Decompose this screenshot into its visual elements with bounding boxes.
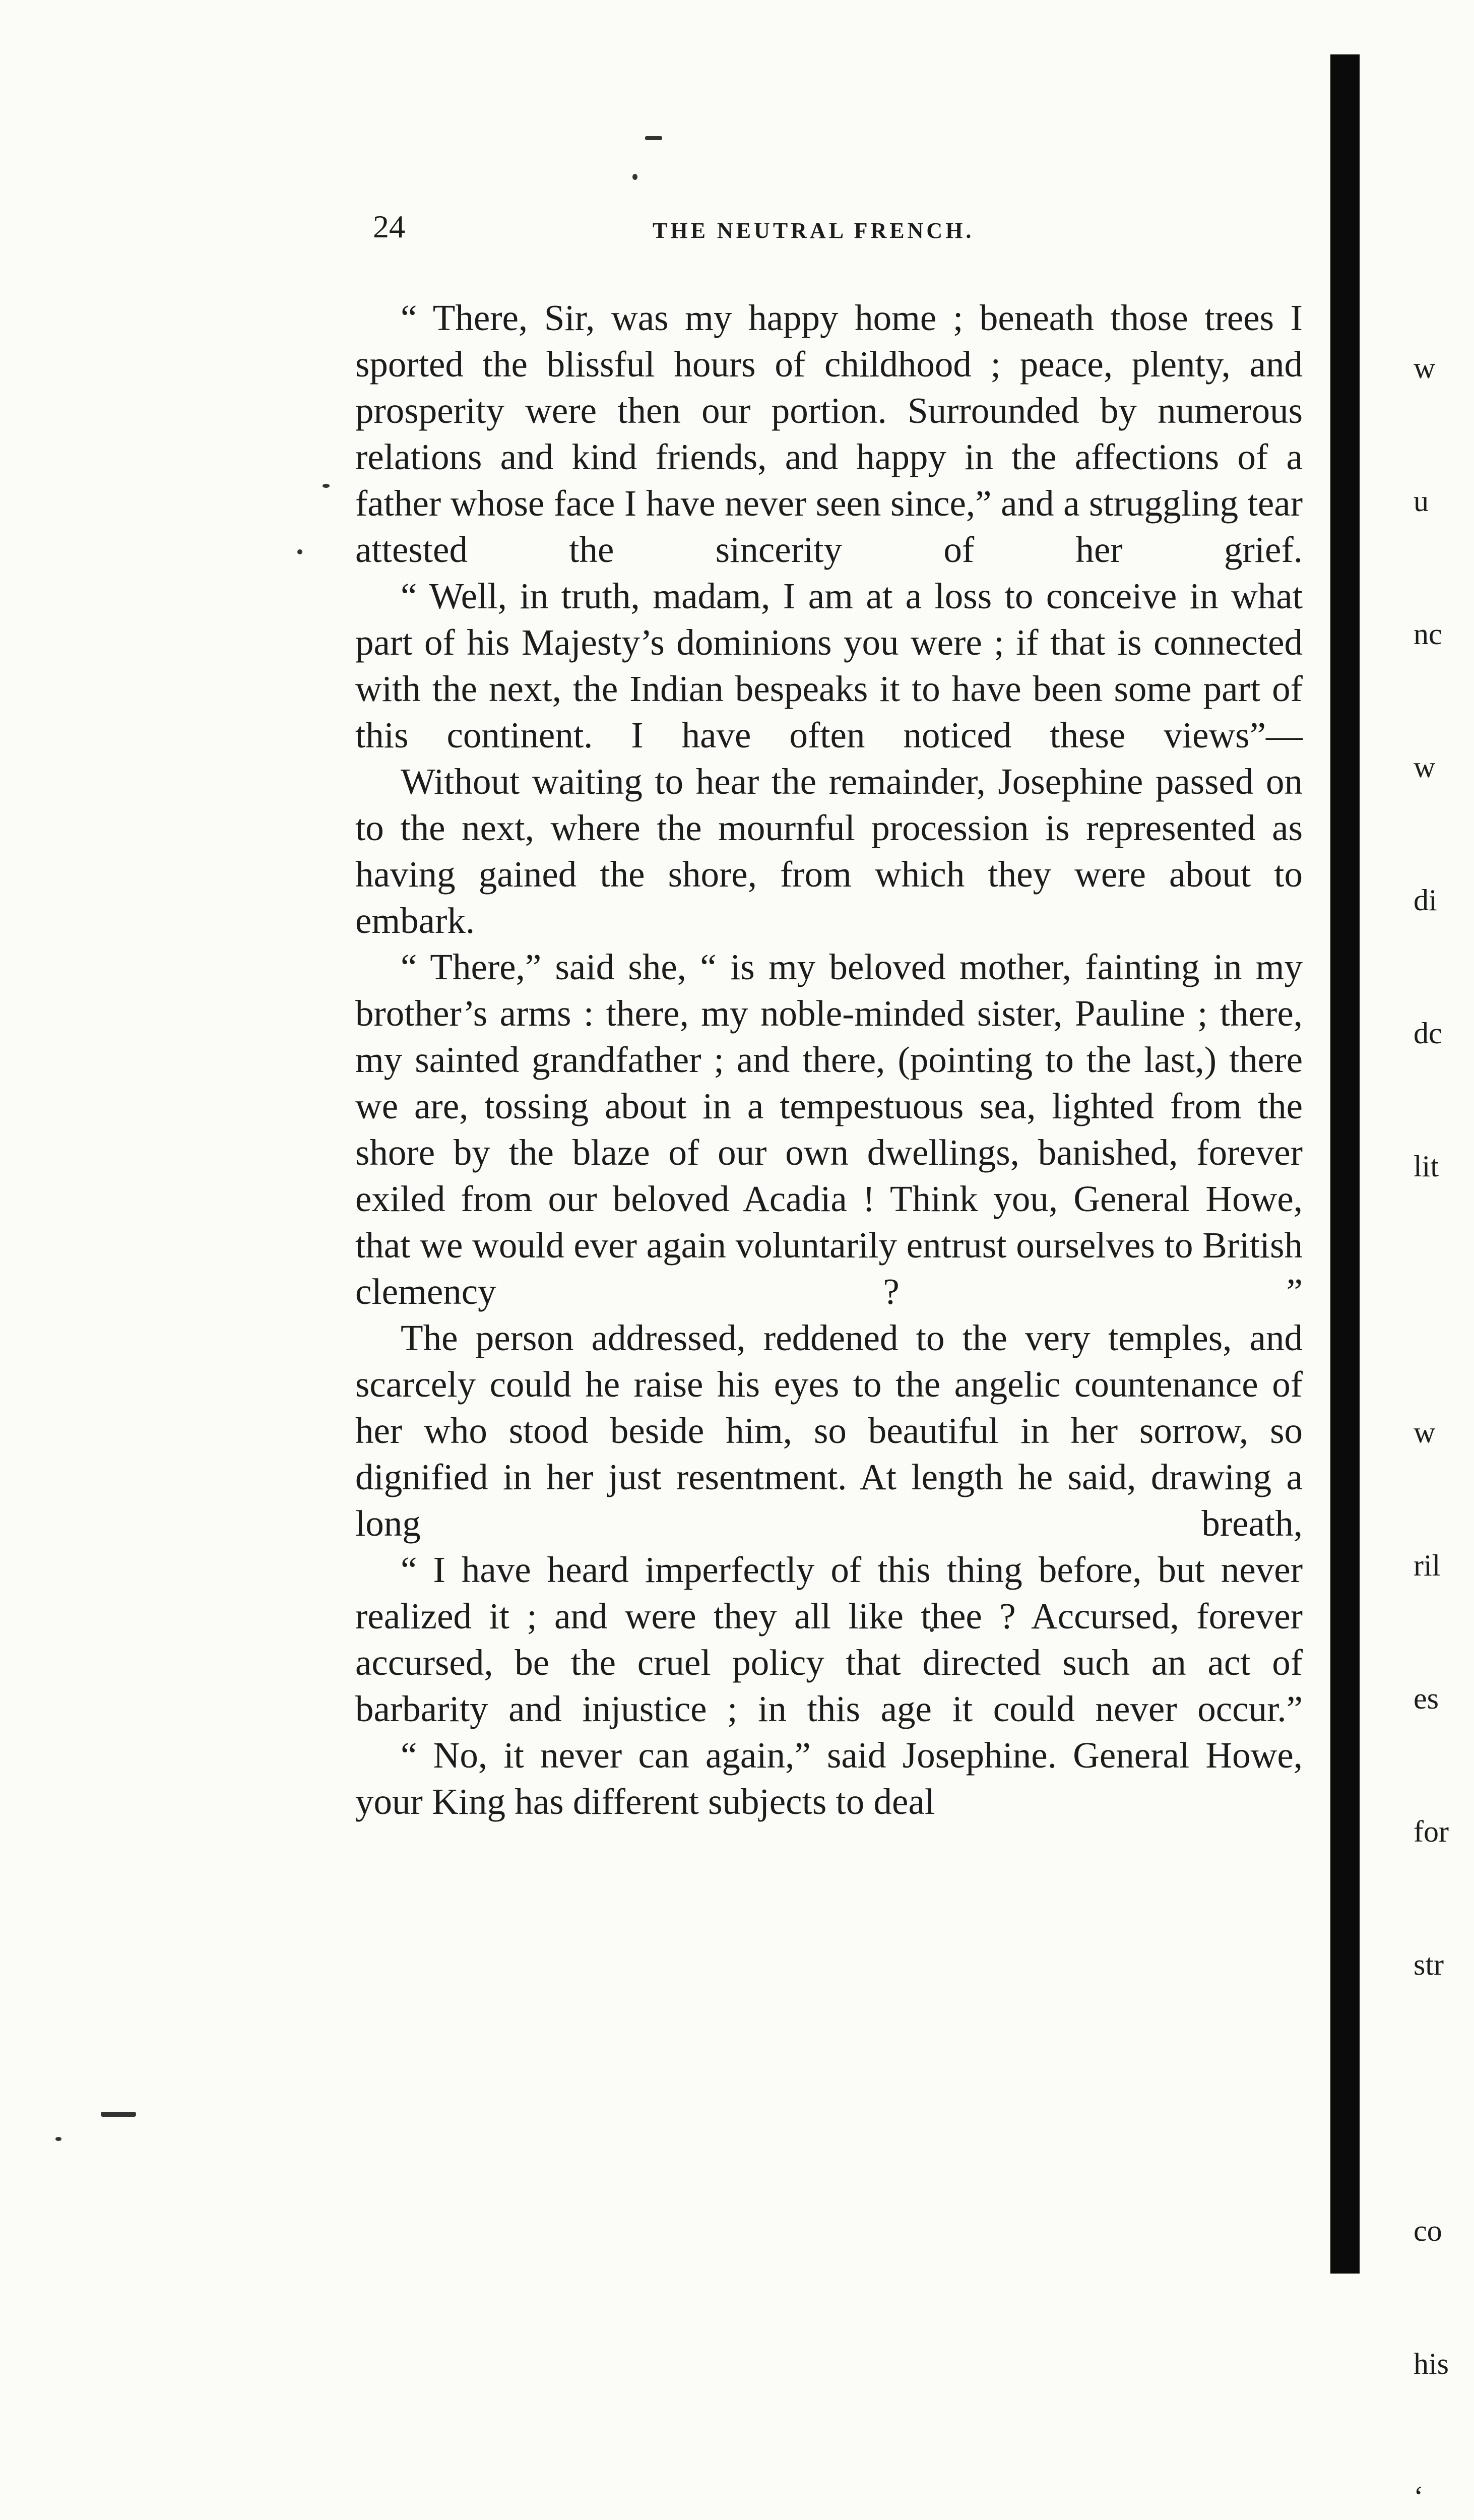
paragraph: “ There,” said she, “ is my beloved mother, fainting in my brother’s arms : there, my noble-minded sister, Pauline ; there, my sainted grandfather ; and there, (pointing to the last,) there we are, tossing about in a tempestuous sea, lighted from the shore by the blaze of our own dwellings, banished, forever exiled from our beloved Acadia ! Think you, General Howe, that we would ever again voluntarily entrust ourselves to British clemency ? ” (355, 947, 1303, 1312)
paragraph: “ Well, in truth, madam, I am at a loss to conceive in what part of his Majesty’s dominions you were ; if that is connected with the next, the Indian bespeaks it to have been some part of this continent. I have often noticed these views”— (355, 576, 1303, 755)
paragraph: “ There, Sir, was my happy home ; beneath those trees I sported the blissful hours of childhood ; peace, plenty, and prosperity were then our portion. Surrounded by numerous relations and kind friends, and happy in the affections of a father whose face I have never seen since,” and a struggling tear attested the sincerity of her grief. (355, 297, 1303, 570)
paragraph: Without waiting to hear the remainder, Josephine passed on to the next, where the mournful procession is represented as having gained the shore, from which they were about to embark. (355, 761, 1303, 941)
fragment-line: ‘ (1414, 2480, 1424, 2513)
scan-speck (297, 549, 302, 554)
fragment-line: w (1414, 1416, 1436, 1449)
paragraph: “ I have heard imperfectly of this thing before, but never realized it ; and were they all like thee ? Accursed, forever accursed, be the cruel policy that directed such an act of barbarity and injustice ; in this age it could never occur.” (355, 1549, 1303, 1729)
fragment-line: es (1414, 1682, 1439, 1715)
fragment-line: lit (1414, 1150, 1439, 1183)
scan-speck (645, 136, 662, 140)
fragment-line: str (1414, 1948, 1444, 1981)
fragment-line: u (1414, 484, 1429, 518)
fragment-line: his (1414, 2347, 1449, 2380)
running-title: THE NEUTRAL FRENCH. (653, 218, 975, 243)
scan-speck (101, 2112, 136, 2117)
body-text (355, 295, 1303, 1825)
paragraph: “ No, it never can again,” said Josephine. General Howe, your King has different subjects to deal (355, 1735, 1303, 1822)
scan-speck (632, 174, 637, 180)
fragment-line: ril (1414, 1549, 1441, 1582)
fragment-line: co (1414, 2214, 1442, 2247)
fragment-line: w (1414, 750, 1436, 784)
fragment-line: w (1414, 351, 1436, 385)
fragment-line (1414, 1277, 1474, 1321)
fragment-line: for (1414, 1815, 1449, 1848)
page-number: 24 (373, 209, 405, 244)
fragment-line: dc (1414, 1017, 1442, 1050)
gutter-shadow (1330, 54, 1360, 2274)
fragment-line: nc (1414, 617, 1442, 651)
fragment-line (1414, 2075, 1474, 2120)
scan-speck (323, 484, 330, 488)
facing-page-fragments (1414, 257, 1474, 2520)
page-header (373, 204, 1305, 249)
scan-speck (55, 2137, 61, 2141)
fragment-line: di (1414, 884, 1437, 917)
paragraph: The person addressed, reddened to the very temples, and scarcely could he raise his eyes to the angelic countenance of her who stood beside him, so beautiful in her sorrow, so dignified in her just resentment. At length he said, drawing a long breath, (355, 1317, 1303, 1544)
